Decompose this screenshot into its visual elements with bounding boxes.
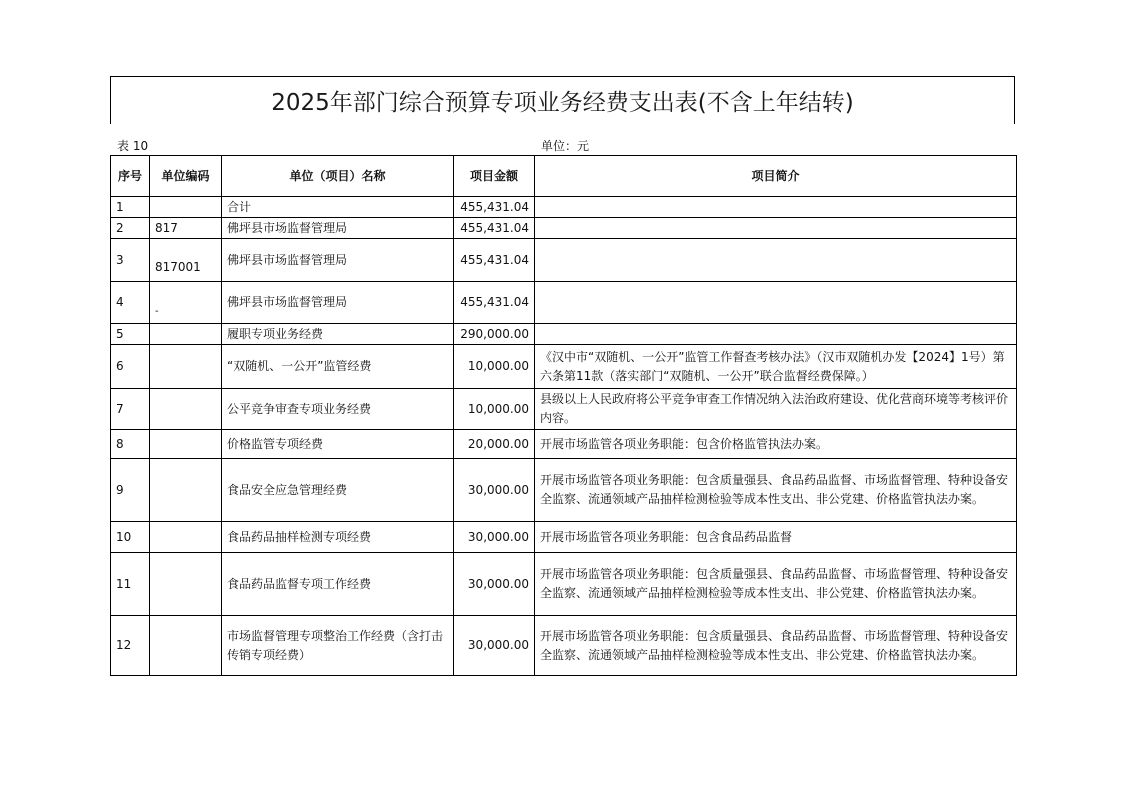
row-desc: 开展市场监管各项业务职能：包含质量强县、食品药品监督、市场监督管理、特种设备安全监察、流通领域产品抽样检测检验等成本性支出、非公党建、价格监管执法办案。 [535,616,1017,676]
row-number: 2 [111,218,150,239]
table-row [111,389,1017,430]
row-name: 合计 [222,197,454,218]
row-code [150,522,222,553]
row-number: 8 [111,430,150,459]
row-code [150,345,222,389]
table-row [111,218,1017,239]
row-number: 3 [111,239,150,282]
row-desc [535,197,1017,218]
row-code: - [155,306,159,317]
header-amount: 项目金额 [454,156,535,197]
row-number: 12 [111,616,150,676]
row-name: 佛坪县市场监督管理局 [222,239,454,282]
row-number: 7 [111,389,150,430]
row-amount: 10,000.00 [454,389,535,430]
row-number: 4 [111,282,150,324]
header-row [111,156,1017,197]
table-row [111,553,1017,616]
header-seq: 序号 [111,156,150,197]
header-code: 单位编码 [150,156,222,197]
row-amount: 30,000.00 [454,616,535,676]
row-desc [535,324,1017,345]
row-amount: 20,000.00 [454,430,535,459]
row-amount: 455,431.04 [454,239,535,282]
table-number: 表 10 [117,139,149,153]
page-title: 2025年部门综合预算专项业务经费支出表(不含上年结转) [271,90,854,116]
table-row [111,459,1017,522]
row-desc: 县级以上人民政府将公平竞争审查工作情况纳入法治政府建设、优化营商环境等考核评价内容。 [535,389,1017,430]
row-amount: 30,000.00 [454,522,535,553]
row-number: 9 [111,459,150,522]
row-code [150,197,222,218]
row-number: 11 [111,553,150,616]
row-desc: 《汉中市“双随机、一公开”监管工作督查考核办法》（汉市双随机办发【2024】1号）第六条第11款（落实部门“双随机、一公开”联合监督经费保障。） [535,345,1017,389]
row-code-cell [150,239,222,282]
row-name: 食品药品抽样检测专项经费 [222,522,454,553]
row-number: 1 [111,197,150,218]
table-row [111,345,1017,389]
row-code [150,389,222,430]
header-desc: 项目简介 [535,156,1017,197]
row-name: “双随机、一公开”监管经费 [222,345,454,389]
row-code [150,459,222,522]
table-row [111,324,1017,345]
row-code [150,430,222,459]
row-name: 佛坪县市场监督管理局 [222,282,454,324]
row-number: 5 [111,324,150,345]
row-amount: 455,431.04 [454,218,535,239]
table-row [111,522,1017,553]
table-row [111,282,1017,324]
row-name: 价格监管专项经费 [222,430,454,459]
table-row [111,197,1017,218]
row-number: 6 [111,345,150,389]
row-name: 履职专项业务经费 [222,324,454,345]
row-name: 食品药品监督专项工作经费 [222,553,454,616]
unit-label: 单位：元 [541,139,590,153]
row-amount: 455,431.04 [454,282,535,324]
row-code: 817 [150,218,222,239]
row-amount: 10,000.00 [454,345,535,389]
row-desc: 开展市场监管各项业务职能：包含质量强县、食品药品监督、市场监督管理、特种设备安全监察、流通领域产品抽样检测检验等成本性支出、非公党建、价格监管执法办案。 [535,459,1017,522]
row-amount: 30,000.00 [454,553,535,616]
row-desc: 开展市场监管各项业务职能：包含质量强县、食品药品监督、市场监督管理、特种设备安全监察、流通领域产品抽样检测检验等成本性支出、非公党建、价格监管执法办案。 [535,553,1017,616]
row-desc [535,282,1017,324]
row-name: 市场监督管理专项整治工作经费（含打击传销专项经费） [222,616,454,676]
row-code: 817001 [155,259,201,274]
table-row [111,430,1017,459]
header-name: 单位（项目）名称 [222,156,454,197]
row-name: 公平竞争审查专项业务经费 [222,389,454,430]
table-row [111,239,1017,282]
title-box [110,76,1015,124]
row-amount: 290,000.00 [454,324,535,345]
row-desc [535,239,1017,282]
row-desc: 开展市场监管各项业务职能：包含食品药品监督 [535,522,1017,553]
row-amount: 30,000.00 [454,459,535,522]
row-desc: 开展市场监管各项业务职能：包含价格监管执法办案。 [535,430,1017,459]
row-name: 食品安全应急管理经费 [222,459,454,522]
row-code [150,324,222,345]
row-desc [535,218,1017,239]
row-code [150,616,222,676]
row-code [150,553,222,616]
row-code-cell [150,282,222,324]
budget-table [110,155,1017,676]
row-name: 佛坪县市场监督管理局 [222,218,454,239]
row-amount: 455,431.04 [454,197,535,218]
row-number: 10 [111,522,150,553]
table-row [111,616,1017,676]
